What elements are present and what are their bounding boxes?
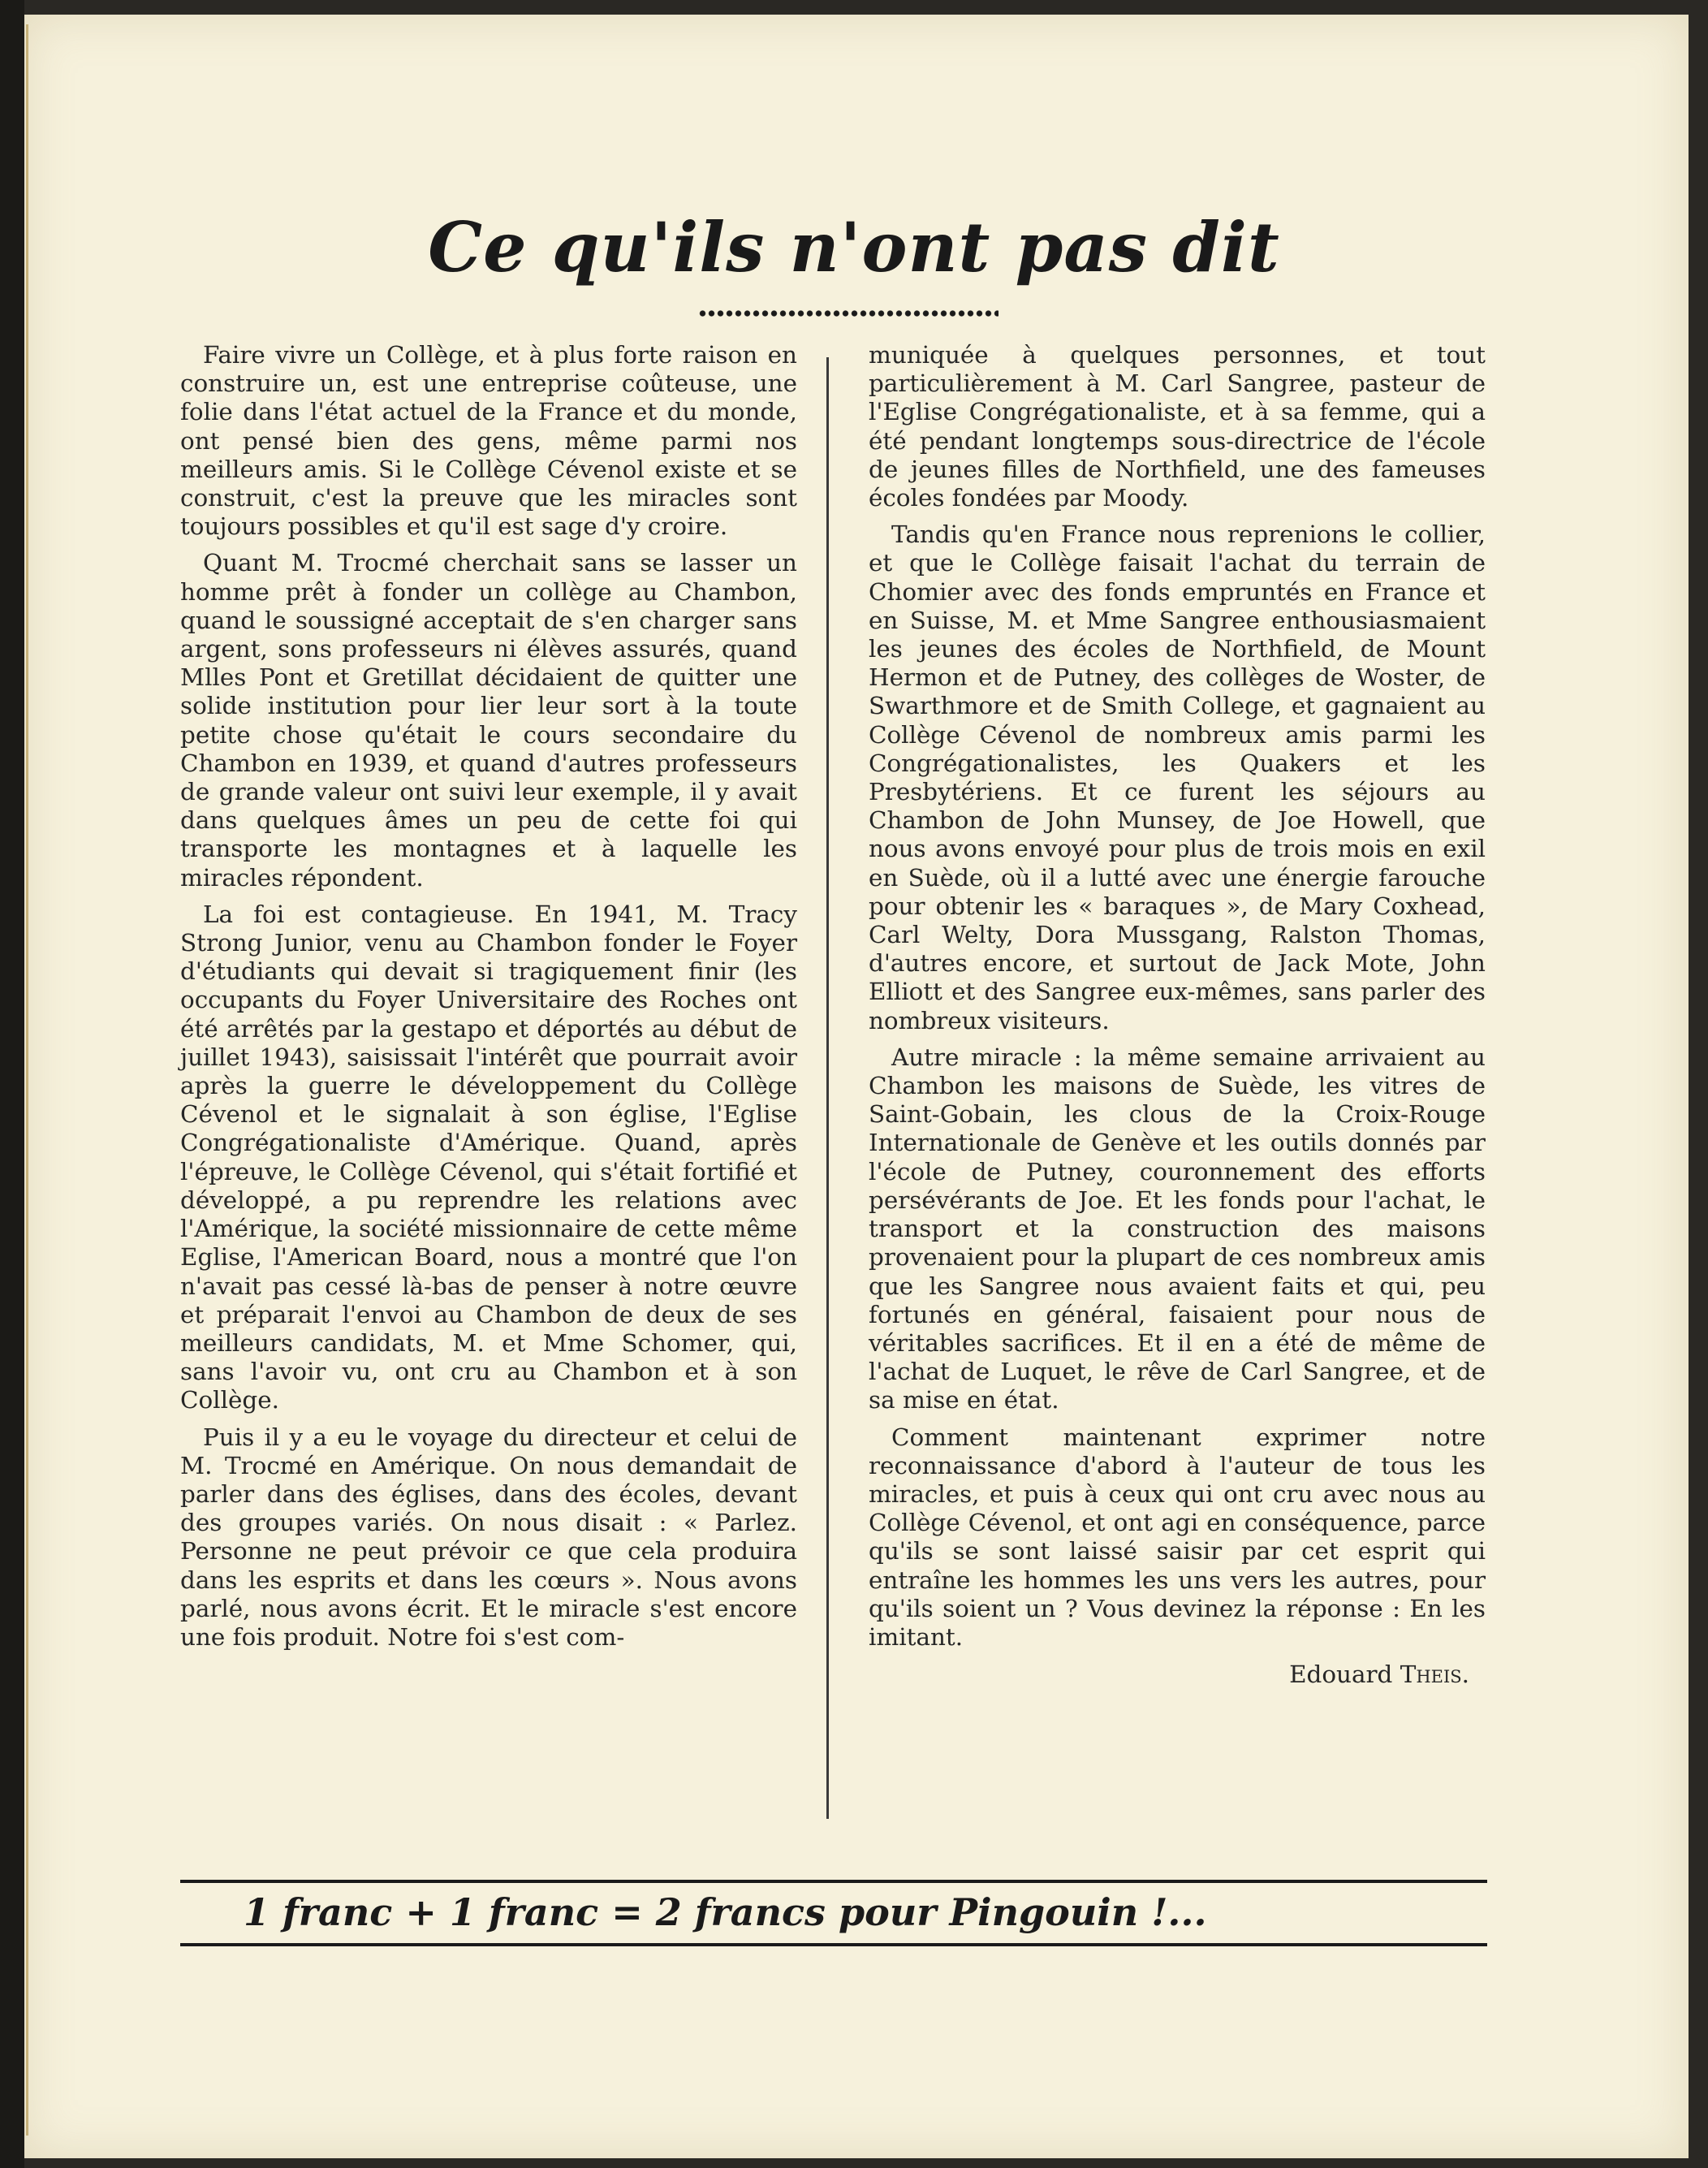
paragraph: Comment maintenant exprimer notre reconnaissance d'abord à l'auteur de tous les miracles, et puis à ceux qui ont cru avec nous au Collège Cévenol, et ont agi en conséquence, parce qu'ils se sont laissé saisir par cet esprit qui entraîne les hommes les uns vers les autres, pour qu'ils soient un ? Vous devinez la réponse : En les imitant.: [869, 1423, 1486, 1651]
paragraph: muniquée à quelques personnes, et tout particulièrement à M. Carl Sangree, pasteur de l'Eglise Congrégationaliste, et à sa femme, qui a été pendant longtemps sous-directrice de l'école de jeunes filles de Northfield, une des fameuses écoles fondées par Moody.: [869, 341, 1486, 512]
column-divider: [826, 357, 829, 1819]
paragraph: Puis il y a eu le voyage du directeur et celui de M. Trocmé en Amérique. On nous demandait de parler dans des églises, dans des écoles, devant des groupes variés. On nous disait : « Parlez. Personne ne peut prévoir ce que cela produira dans les esprits et dans les cœurs ». Nous avons parlé, nous avons écrit. Et le miracle s'est encore une fois produit. Notre foi s'est com-: [180, 1423, 797, 1651]
paragraph: Tandis qu'en France nous reprenions le collier, et que le Collège faisait l'achat du terrain de Chomier avec des fonds empruntés en France et en Suisse, M. et Mme Sangree enthousiasmaient les jeunes des écoles de Northfield, de Mount Hermon et de Putney, des collèges de Woster, de Swarthmore et de Smith College, et gagnaient au Collège Cévenol de nombreux amis parmi les Congrégationalistes, les Quakers et les Presbytériens. Et ce furent les séjours au Chambon de John Munsey, de Joe Howell, que nous avons envoyé pour plus de trois mois en exil en Suède, où il a lutté avec une énergie farouche pour obtenir les « baraques », de Mary Coxhead, Carl Welty, Dora Mussgang, Ralston Thomas, d'autres encore, et surtout de Jack Mote, John Elliott et des Sangree eux-mêmes, sans parler des nombreux visiteurs.: [869, 520, 1486, 1034]
footer-rule-bottom: [180, 1943, 1487, 1946]
paragraph: Faire vivre un Collège, et à plus forte raison en construire un, est une entreprise coûteuse, une folie dans l'état actuel de la France et du monde, ont pensé bien des gens, même parmi nos meilleurs amis. Si le Collège Cévenol existe et se construit, c'est la preuve que les miracles sont toujours possibles et qu'il est sage d'y croire.: [180, 341, 797, 541]
paragraph: La foi est contagieuse. En 1941, M. Tracy Strong Junior, venu au Chambon fonder le Foyer d'étudiants qui devait si tragiquement finir (les occupants du Foyer Universitaire des Roches ont été arrêtés par la gestapo et déportés au début de juillet 1943), saisissait l'intérêt que pourrait avoir après la guerre le développement du Collège Cévenol et le signalait à son église, l'Eglise Congrégationaliste d'Amérique. Quand, après l'épreuve, le Collège Cévenol, qui s'était fortifié et développé, a pu reprendre les relations avec l'Amérique, la société missionnaire de cette même Eglise, l'American Board, nous a montré que l'on n'avait pas cessé là-bas de penser à notre œuvre et préparait l'envoi au Chambon de deux de ses meilleurs candidats, M. et Mme Schomer, qui, sans l'avoir vu, ont cru au Chambon et à son Collège.: [180, 900, 797, 1414]
footer-rule-top: [180, 1880, 1487, 1883]
page-left-rule: [26, 24, 28, 2136]
footer-slogan: 1 franc + 1 franc = 2 francs pour Pingouin !...: [244, 1890, 1207, 1934]
paragraph: Autre miracle : la même semaine arrivaient au Chambon les maisons de Suède, les vitres de Saint-Gobain, les clous de la Croix-Rouge Internationale de Genève et les outils donnés par l'école de Putney, couronnement des efforts persévérants de Joe. Et les fonds pour l'achat, le transport et la construction des maisons provenaient pour la plupart de ces nombreux amis que les Sangree nous avaient faits et qui, peu fortunés en général, faisaient pour nous de véritables sacrifices. Et il en a été de même de l'achat de Luquet, le rêve de Carl Sangree, et de sa mise en état.: [869, 1043, 1486, 1414]
author-last-name: Theis.: [1400, 1661, 1469, 1689]
author-first-name: Edouard: [1289, 1661, 1393, 1689]
scan-edge: [0, 0, 24, 2168]
article-title: Ce qu'ils n'ont pas dit: [428, 207, 1280, 287]
right-column: [869, 341, 1486, 1689]
paragraph: Quant M. Trocmé cherchait sans se lasser un homme prêt à fonder un collège au Chambon, quand le soussigné acceptait de s'en charger sans argent, sons professeurs ni élèves assurés, quand Mlles Pont et Gretillat décidaient de quitter une solide institution pour lier leur sort à la toute petite chose qu'était le cours secondaire du Chambon en 1939, et quand d'autres professeurs de grande valeur ont suivi leur exemple, il y avait dans quelques âmes un peu de cette foi qui transporte les montagnes et à laquelle les miracles répondent.: [180, 549, 797, 892]
left-column: [180, 341, 797, 1660]
title-ornament: [698, 309, 998, 318]
author-signature: [869, 1660, 1469, 1689]
